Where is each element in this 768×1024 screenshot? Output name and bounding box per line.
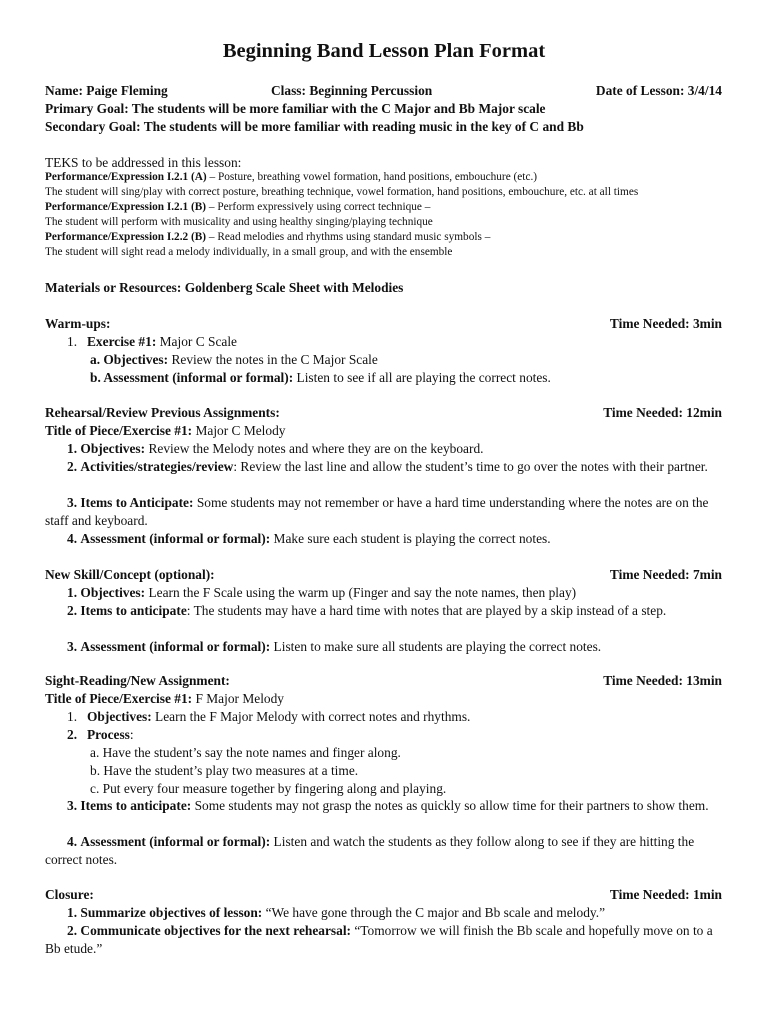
teks-desc: – Perform expressively using correct technique – [206,201,431,213]
item-label: Process [87,727,130,742]
closure-section-header [45,886,722,904]
list-item [45,458,722,476]
teks-heading: TEKS to be addressed in this lesson: [45,155,242,170]
time-needed: Time Needed: 7min [609,567,722,582]
assessment-text: Listen to see if all are playing the correct notes. [293,370,551,385]
header-info [45,82,722,100]
exercise-line [67,333,722,351]
teks-desc: – Posture, breathing vowel formation, hand positions, embouchure (etc.) [206,171,538,183]
list-number: 1. [67,585,78,600]
item-text: Some students may not remember or have a hard time understanding where the notes are on the staff and keyboard. [45,495,709,528]
list-number: 2. [67,459,78,474]
list-item [67,726,722,744]
list-number: 3. [67,798,78,813]
item-text: : The students may have a hard time with notes that are played by a skip instead of a step. [186,603,667,618]
list-number: 4. [67,531,78,546]
section-heading: Warm-ups: [45,316,111,331]
process-step: a. Have the student’s say the note names and finger along. [90,745,401,760]
list-item [45,833,722,869]
piece-label: Title of Piece/Exercise #1: [45,691,193,706]
item-label: Assessment (informal or formal): [80,639,271,654]
item-text: Review the Melody notes and where they are on the keyboard. [145,441,484,456]
teks-detail: The student will perform with musicality and using healthy singing/playing technique [45,216,433,228]
section-heading: Rehearsal/Review Previous Assignments: [45,405,280,420]
teks-item [45,170,722,185]
teks-item [45,200,722,215]
list-item [45,494,722,530]
list-number: 1. [67,441,78,456]
list-item [45,530,722,548]
newskill-section-header [45,566,722,584]
exercise-label: Exercise #1: [87,334,157,349]
item-label: Objectives: [80,441,146,456]
item-text: : Review the last line and allow the student’s time to go over the notes with their partner. [233,459,708,474]
materials: Materials or Resources: Goldenberg Scale Sheet with Melodies [45,280,404,295]
item-label: Items to anticipate: [80,798,192,813]
item-text: Some students may not grasp the notes as quickly so allow time for their partners to show them. [191,798,709,813]
item-label: Communicate objectives for the next rehearsal: [80,923,352,938]
assessment-label: b. Assessment (informal or formal): [90,370,294,385]
list-number: 1. [67,709,78,724]
exercise-text: Major C Scale [156,334,237,349]
piece-label: Title of Piece/Exercise #1: [45,423,193,438]
list-number: 2. [67,727,78,742]
objective-label: a. Objectives: [90,352,169,367]
list-item [45,904,722,922]
item-label: Objectives: [87,709,152,724]
teks-code: Performance/Expression I.2.2 (B) [45,231,207,243]
list-item [45,797,722,815]
piece-title [45,690,722,708]
list-number: 4. [67,834,78,849]
teks-detail: The student will sight read a melody individually, in a small group, and with the ensemble [45,246,453,258]
item-text: Learn the F Major Melody with correct notes and rhythms. [151,709,471,724]
item-label: Summarize objectives of lesson: [80,905,263,920]
teks-code: Performance/Expression I.2.1 (B) [45,201,207,213]
list-item [45,440,722,458]
time-needed: Time Needed: 3min [609,316,722,331]
item-text: “Tomorrow we will finish the Bb scale and hopefully move on to a Bb etude.” [45,923,713,956]
objective-text: Review the notes in the C Major Scale [168,352,378,367]
time-needed: Time Needed: 12min [603,405,722,420]
list-number: 3. [67,639,78,654]
piece-title [45,422,722,440]
item-text: : [129,727,134,742]
item-text: Listen and watch the students as they follow along to see if they are hitting the correct notes. [45,834,695,867]
list-number: 2. [67,603,78,618]
list-item [45,584,722,602]
item-label: Assessment (informal or formal): [80,531,271,546]
list-number: 2. [67,923,78,938]
list-item [67,708,722,726]
section-heading: Closure: [45,887,94,902]
item-text: Listen to make sure all students are playing the correct notes. [270,639,602,654]
list-number: 3. [67,495,78,510]
teks-detail: The student will sing/play with correct posture, breathing technique, vowel formation, hand positions, embouchure, etc. at all times [45,186,639,198]
item-label: Objectives: [80,585,146,600]
time-needed: Time Needed: 13min [603,673,722,688]
piece-text: Major C Melody [192,423,286,438]
process-step: c. Put every four measure together by fingering along and playing. [90,781,447,796]
item-text: Learn the F Scale using the warm up (Finger and say the note names, then play) [145,585,577,600]
list-item [45,922,722,958]
rehearsal-section-header [45,404,722,422]
process-step: b. Have the student’s play two measures at a time. [90,763,359,778]
teacher-name: Name: Paige Fleming [45,83,168,98]
teks-item [45,230,722,245]
secondary-goal: Secondary Goal: The students will be more familiar with reading music in the key of C and Bb [45,119,584,134]
time-needed: Time Needed: 1min [609,887,722,902]
list-item [45,602,722,620]
teks-desc: – Read melodies and rhythms using standard music symbols – [206,231,491,243]
piece-text: F Major Melody [192,691,284,706]
section-heading: New Skill/Concept (optional): [45,567,215,582]
teks-code: Performance/Expression I.2.1 (A) [45,171,207,183]
list-item [45,638,722,656]
assessment-line [90,369,722,387]
item-label: Items to anticipate [80,603,187,618]
list-number: 1. [67,905,78,920]
item-text: “We have gone through the C major and Bb scale and melody.” [262,905,606,920]
section-heading: Sight-Reading/New Assignment: [45,673,230,688]
class-name: Class: Beginning Percussion [271,83,433,98]
list-number: 1. [67,334,78,349]
item-label: Items to Anticipate: [80,495,194,510]
warmups-section-header [45,315,722,333]
page-title: Beginning Band Lesson Plan Format [222,40,546,62]
lesson-date: Date of Lesson: 3/4/14 [595,83,722,98]
primary-goal: Primary Goal: The students will be more familiar with the C Major and Bb Major scale [45,101,546,116]
item-label: Activities/strategies/review [80,459,234,474]
sightreading-section-header [45,672,722,690]
item-text: Make sure each student is playing the correct notes. [270,531,551,546]
objective-line [90,351,722,369]
item-label: Assessment (informal or formal): [80,834,271,849]
